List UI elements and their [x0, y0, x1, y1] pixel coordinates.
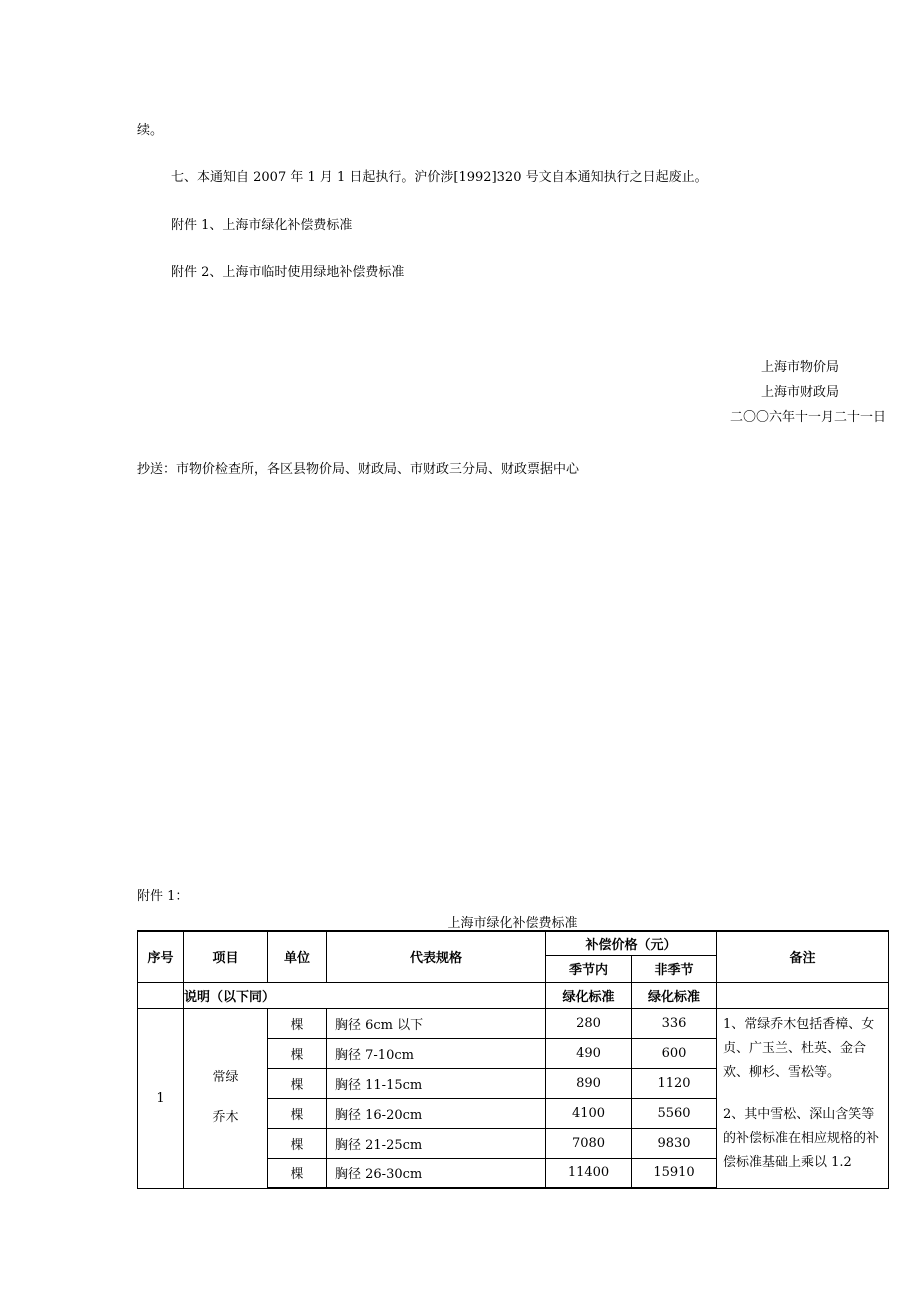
attachment-2-reference: 附件 2、上海市临时使用绿地补偿费标准: [171, 265, 405, 280]
row-unit: 棵: [268, 1068, 327, 1098]
row-in-season: 890: [546, 1068, 632, 1098]
issuer-price-bureau: 上海市物价局: [760, 360, 839, 375]
row-spec: 胸径 7-10cm: [327, 1038, 546, 1068]
compensation-table: [137, 930, 889, 1189]
row-unit: 棵: [268, 1128, 327, 1158]
row-spec: 胸径 26-30cm: [327, 1158, 546, 1188]
attachment-label: 附件 1：: [137, 889, 189, 904]
row-in-season: 4100: [546, 1098, 632, 1128]
row-unit: 棵: [268, 1008, 327, 1038]
group-remark: [717, 1008, 889, 1188]
row-off-season: 9830: [632, 1128, 717, 1158]
group-item-line1: 常绿: [212, 1070, 239, 1085]
row-off-season: 336: [632, 1008, 717, 1038]
row-in-season: 11400: [546, 1158, 632, 1188]
header-in-season: 季节内: [546, 955, 632, 982]
row-in-season: 280: [546, 1008, 632, 1038]
header-remark: 备注: [717, 931, 889, 982]
row-spec: 胸径 6cm 以下: [327, 1008, 546, 1038]
issue-date: 二〇〇六年十一月二十一日: [729, 410, 886, 425]
header-unit: 单位: [268, 931, 327, 982]
issuer-finance-bureau: 上海市财政局: [760, 385, 839, 400]
table-row: [138, 1008, 889, 1038]
group-item: [184, 1008, 268, 1188]
remark-2: 2、其中雪松、深山含笑等的补偿标准在相应规格的补偿标准基础上乘以 1.2: [723, 1106, 880, 1170]
row-spec: 胸径 11-15cm: [327, 1068, 546, 1098]
clause-seven: 七、本通知自 2007 年 1 月 1 日起执行。沪价涉[1992]320 号文自本通知执行之日起废止。: [171, 170, 708, 185]
row-off-season: 15910: [632, 1158, 717, 1188]
row-spec: 胸径 16-20cm: [327, 1098, 546, 1128]
header-off-season: 非季节: [632, 955, 717, 982]
group-item-line2: 乔木: [212, 1110, 239, 1125]
row-unit: 棵: [268, 1098, 327, 1128]
header-price: 补偿价格（元）: [546, 931, 717, 955]
explain-in-season: 绿化标准: [546, 982, 632, 1008]
explain-empty-cell: [138, 982, 184, 1008]
row-unit: 棵: [268, 1038, 327, 1068]
row-in-season: 7080: [546, 1128, 632, 1158]
explain-remark-empty: [717, 982, 889, 1008]
row-off-season: 1120: [632, 1068, 717, 1098]
header-spec: 代表规格: [327, 931, 546, 982]
row-unit: 棵: [268, 1158, 327, 1188]
attachment-1-reference: 附件 1、上海市绿化补偿费标准: [171, 218, 353, 233]
explain-label: 说明（以下同）: [184, 982, 546, 1008]
remark-1: 1、常绿乔木包括香樟、女贞、广玉兰、杜英、金合欢、柳杉、雪松等。: [723, 1016, 875, 1080]
row-spec: 胸径 21-25cm: [327, 1128, 546, 1158]
continuation-text: 续。: [137, 123, 164, 138]
group-seq: 1: [138, 1008, 184, 1188]
row-off-season: 600: [632, 1038, 717, 1068]
row-in-season: 490: [546, 1038, 632, 1068]
explain-off-season: 绿化标准: [632, 982, 717, 1008]
attachment-title: 上海市绿化补偿费标准: [447, 916, 578, 931]
cc-list: 抄送：市物价检查所，各区县物价局、财政局、市财政三分局、财政票据中心: [137, 462, 580, 477]
row-off-season: 5560: [632, 1098, 717, 1128]
header-seq: 序号: [138, 931, 184, 982]
header-item: 项目: [184, 931, 268, 982]
